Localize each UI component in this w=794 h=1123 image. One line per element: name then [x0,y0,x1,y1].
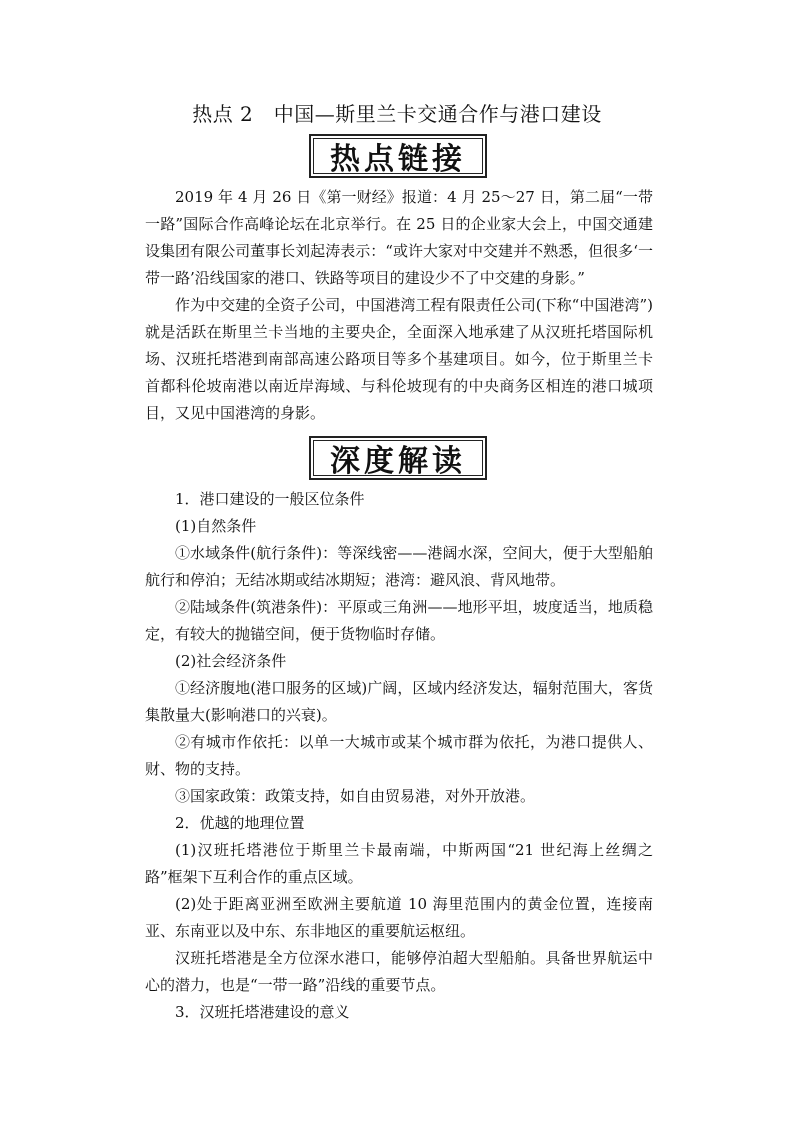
section-heading: 3．汉班托塔港建设的意义 [175,1003,350,1021]
deep-paragraph: (2)处于距离亚洲至欧洲主要航道 10 海里范围内的黄金位置，连接南亚、东南亚以及中东、东非地区的重要航运枢纽。 [145,895,653,940]
section-heading: 1．港口建设的一般区位条件 [175,490,365,508]
deep-reading-section [145,486,653,1026]
deep-paragraph: ③国家政策：政策支持，如自由贸易港，对外开放港。 [175,787,536,805]
page-title: 热点 2 中国—斯里兰卡交通合作与港口建设 [192,102,602,126]
deep-paragraph: ②有城市作依托：以单一大城市或某个城市群为依托，为港口提供人、财、物的支持。 [145,733,653,778]
deep-paragraph: (1)汉班托塔港位于斯里兰卡最南端，中斯两国“21 世纪海上丝绸之路”框架下互利合作的重点区域。 [145,841,653,886]
subsection-heading: (2)社会经济条件 [175,652,287,670]
hot-link-banner [309,134,487,178]
deep-paragraph: ①水域条件(航行条件)：等深线密——港阔水深，空间大，便于大型船舶航行和停泊；无结冰期或结冰期短；港湾：避风浪、背风地带。 [145,544,653,589]
hot-paragraph: 2019 年 4 月 26 日《第一财经》报道：4 月 25～27 日，第二届“一带一路”国际合作高峰论坛在北京举行。在 25 日的企业家大会上，中国交通建设集团有限公司董事长刘起涛表示：“或许大家对中交建并不熟悉，但很多‘一带一路’沿线国家的港口、铁路等项目的建设少不了中交建的身影。” [145,188,653,287]
deep-paragraph: ②陆域条件(筑港条件)：平原或三角洲——地形平坦，坡度适当，地质稳定，有较大的抛锚空间，便于货物临时存储。 [145,598,653,643]
deep-reading-banner [309,436,487,480]
hot-paragraph: 作为中交建的全资子公司，中国港湾工程有限责任公司(下称“中国港湾”)就是活跃在斯里兰卡当地的主要央企，全面深入地承建了从汉班托塔国际机场、汉班托塔港到南部高速公路项目等多个基建项目。如今，位于斯里兰卡首都科伦坡南港以南近岸海域、与科伦坡现有的中央商务区相连的港口城项目，又见中国港湾的身影。 [145,296,653,422]
subsection-heading: (1)自然条件 [175,517,257,535]
section-heading: 2．优越的地理位置 [175,814,305,832]
deep-reading-banner-label: 深度解读 [313,440,483,476]
deep-paragraph: ①经济腹地(港口服务的区域)广阔，区域内经济发达，辐射范围大，客货集散量大(影响港口的兴衰)。 [145,679,653,724]
deep-paragraph: 汉班托塔港是全方位深水港口，能够停泊超大型船舶。具备世界航运中心的潜力，也是“一带一路”沿线的重要节点。 [145,949,653,994]
hot-link-banner-label: 热点链接 [313,138,483,174]
hot-link-section [145,184,653,427]
